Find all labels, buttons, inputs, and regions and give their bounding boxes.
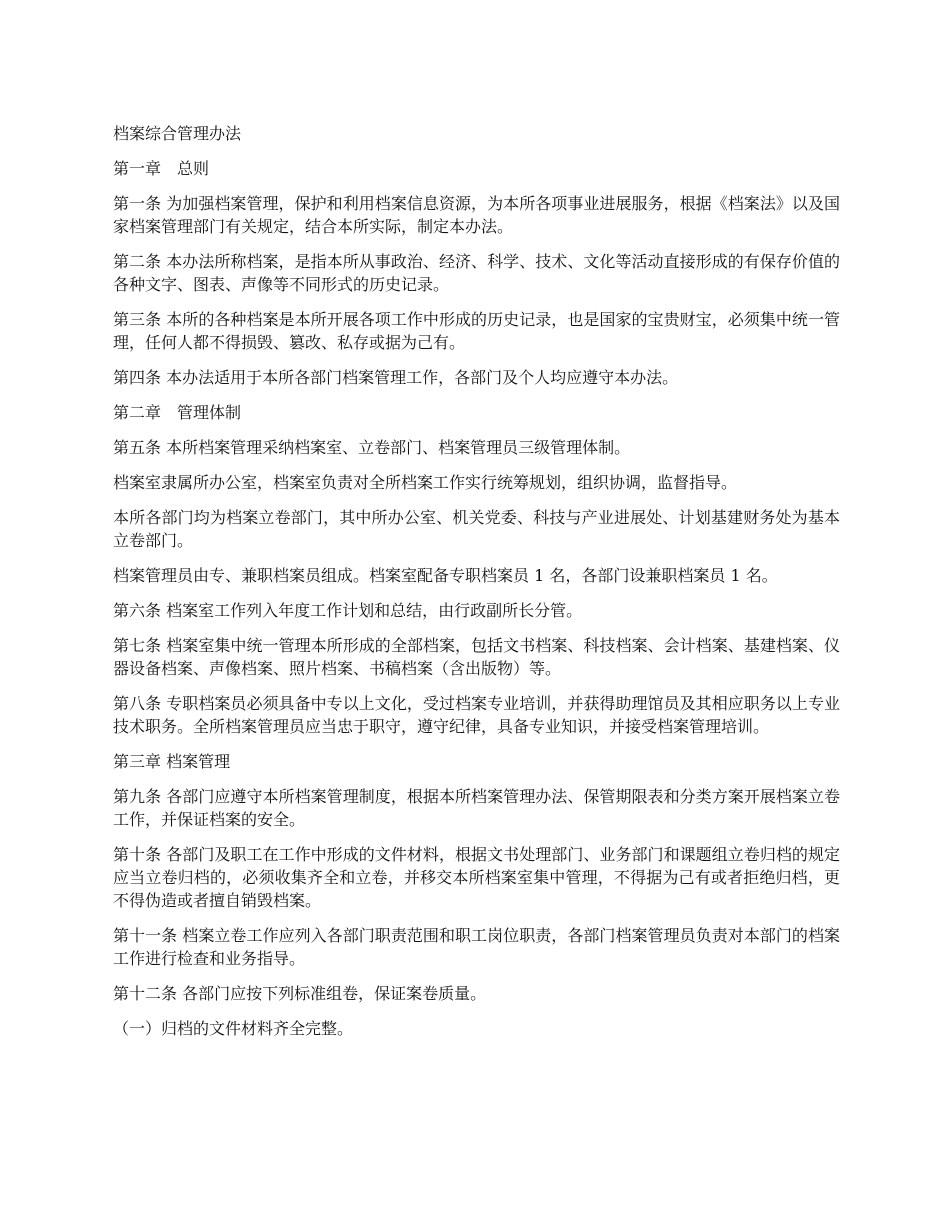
article-8: 第八条 专职档案员必须具备中专以上文化，受过档案专业培训，并获得助理馆员及其相应职务以上专业技术职务。全所档案管理员应当忠于职守，遵守纪律，具备专业知识，并接受档案管理培训。: [113, 694, 840, 736]
article-12-item-1: （一）归档的文件材料齐全完整。: [113, 1019, 354, 1038]
chapter-heading-1: 第一章 总则: [113, 159, 210, 178]
article-1: 第一条 为加强档案管理，保护和利用档案信息资源，为本所各项事业进展服务，根据《档案法》以及国家档案管理部门有关规定，结合本所实际，制定本办法。: [113, 194, 840, 236]
article-3: 第三条 本所的各种档案是本所开展各项工作中形成的历史记录，也是国家的宝贵财宝，必须集中统一管理，任何人都不得损毁、篡改、私存或据为己有。: [113, 310, 840, 352]
article-2: 第二条 本办法所称档案，是指本所从事政治、经济、科学、技术、文化等活动直接形成的有保存价值的各种文字、图表、声像等不同形式的历史记录。: [113, 252, 840, 294]
article-5: 第五条 本所档案管理采纳档案室、立卷部门、档案管理员三级管理体制。: [113, 438, 631, 457]
article-12: 第十二条 各部门应按下列标准组卷，保证案卷质量。: [113, 984, 487, 1003]
article-5-clause-archive-room: 档案室隶属所办公室，档案室负责对全所档案工作实行统筹规划，组织协调，监督指导。: [113, 473, 738, 492]
article-7: 第七条 档案室集中统一管理本所形成的全部档案，包括文书档案、科技档案、会计档案、基建档案、仪器设备档案、声像档案、照片档案、书稿档案（含出版物）等。: [113, 636, 840, 678]
document-title: 档案综合管理办法: [113, 124, 242, 143]
article-6: 第六条 档案室工作列入年度工作计划和总结，由行政副所长分管。: [113, 601, 583, 620]
article-4: 第四条 本办法适用于本所各部门档案管理工作，各部门及个人均应遵守本办法。: [113, 368, 679, 387]
chapter-heading-2: 第二章 管理体制: [113, 403, 242, 422]
article-5-clause-departments: 本所各部门均为档案立卷部门，其中所办公室、机关党委、科技与产业进展处、计划基建财务处为基本立卷部门。: [113, 508, 840, 550]
article-5-clause-archivists: 档案管理员由专、兼职档案员组成。档案室配备专职档案员 1 名，各部门设兼职档案员 1 名。: [113, 566, 778, 585]
chapter-heading-3: 第三章 档案管理: [113, 752, 231, 771]
article-9: 第九条 各部门应遵守本所档案管理制度，根据本所档案管理办法、保管期限表和分类方案开展档案立卷工作，并保证档案的安全。: [113, 787, 840, 829]
article-11: 第十一条 档案立卷工作应列入各部门职责范围和职工岗位职责，各部门档案管理员负责对本部门的档案工作进行检查和业务指导。: [113, 926, 840, 968]
document-body: [113, 122, 840, 1052]
article-10: 第十条 各部门及职工在工作中形成的文件材料，根据文书处理部门、业务部门和课题组立卷归档的规定应当立卷归档的，必须收集齐全和立卷，并移交本所档案室集中管理，不得据为己有或者拒绝归档，更不得伪造或者擅自销毁档案。: [113, 845, 840, 910]
